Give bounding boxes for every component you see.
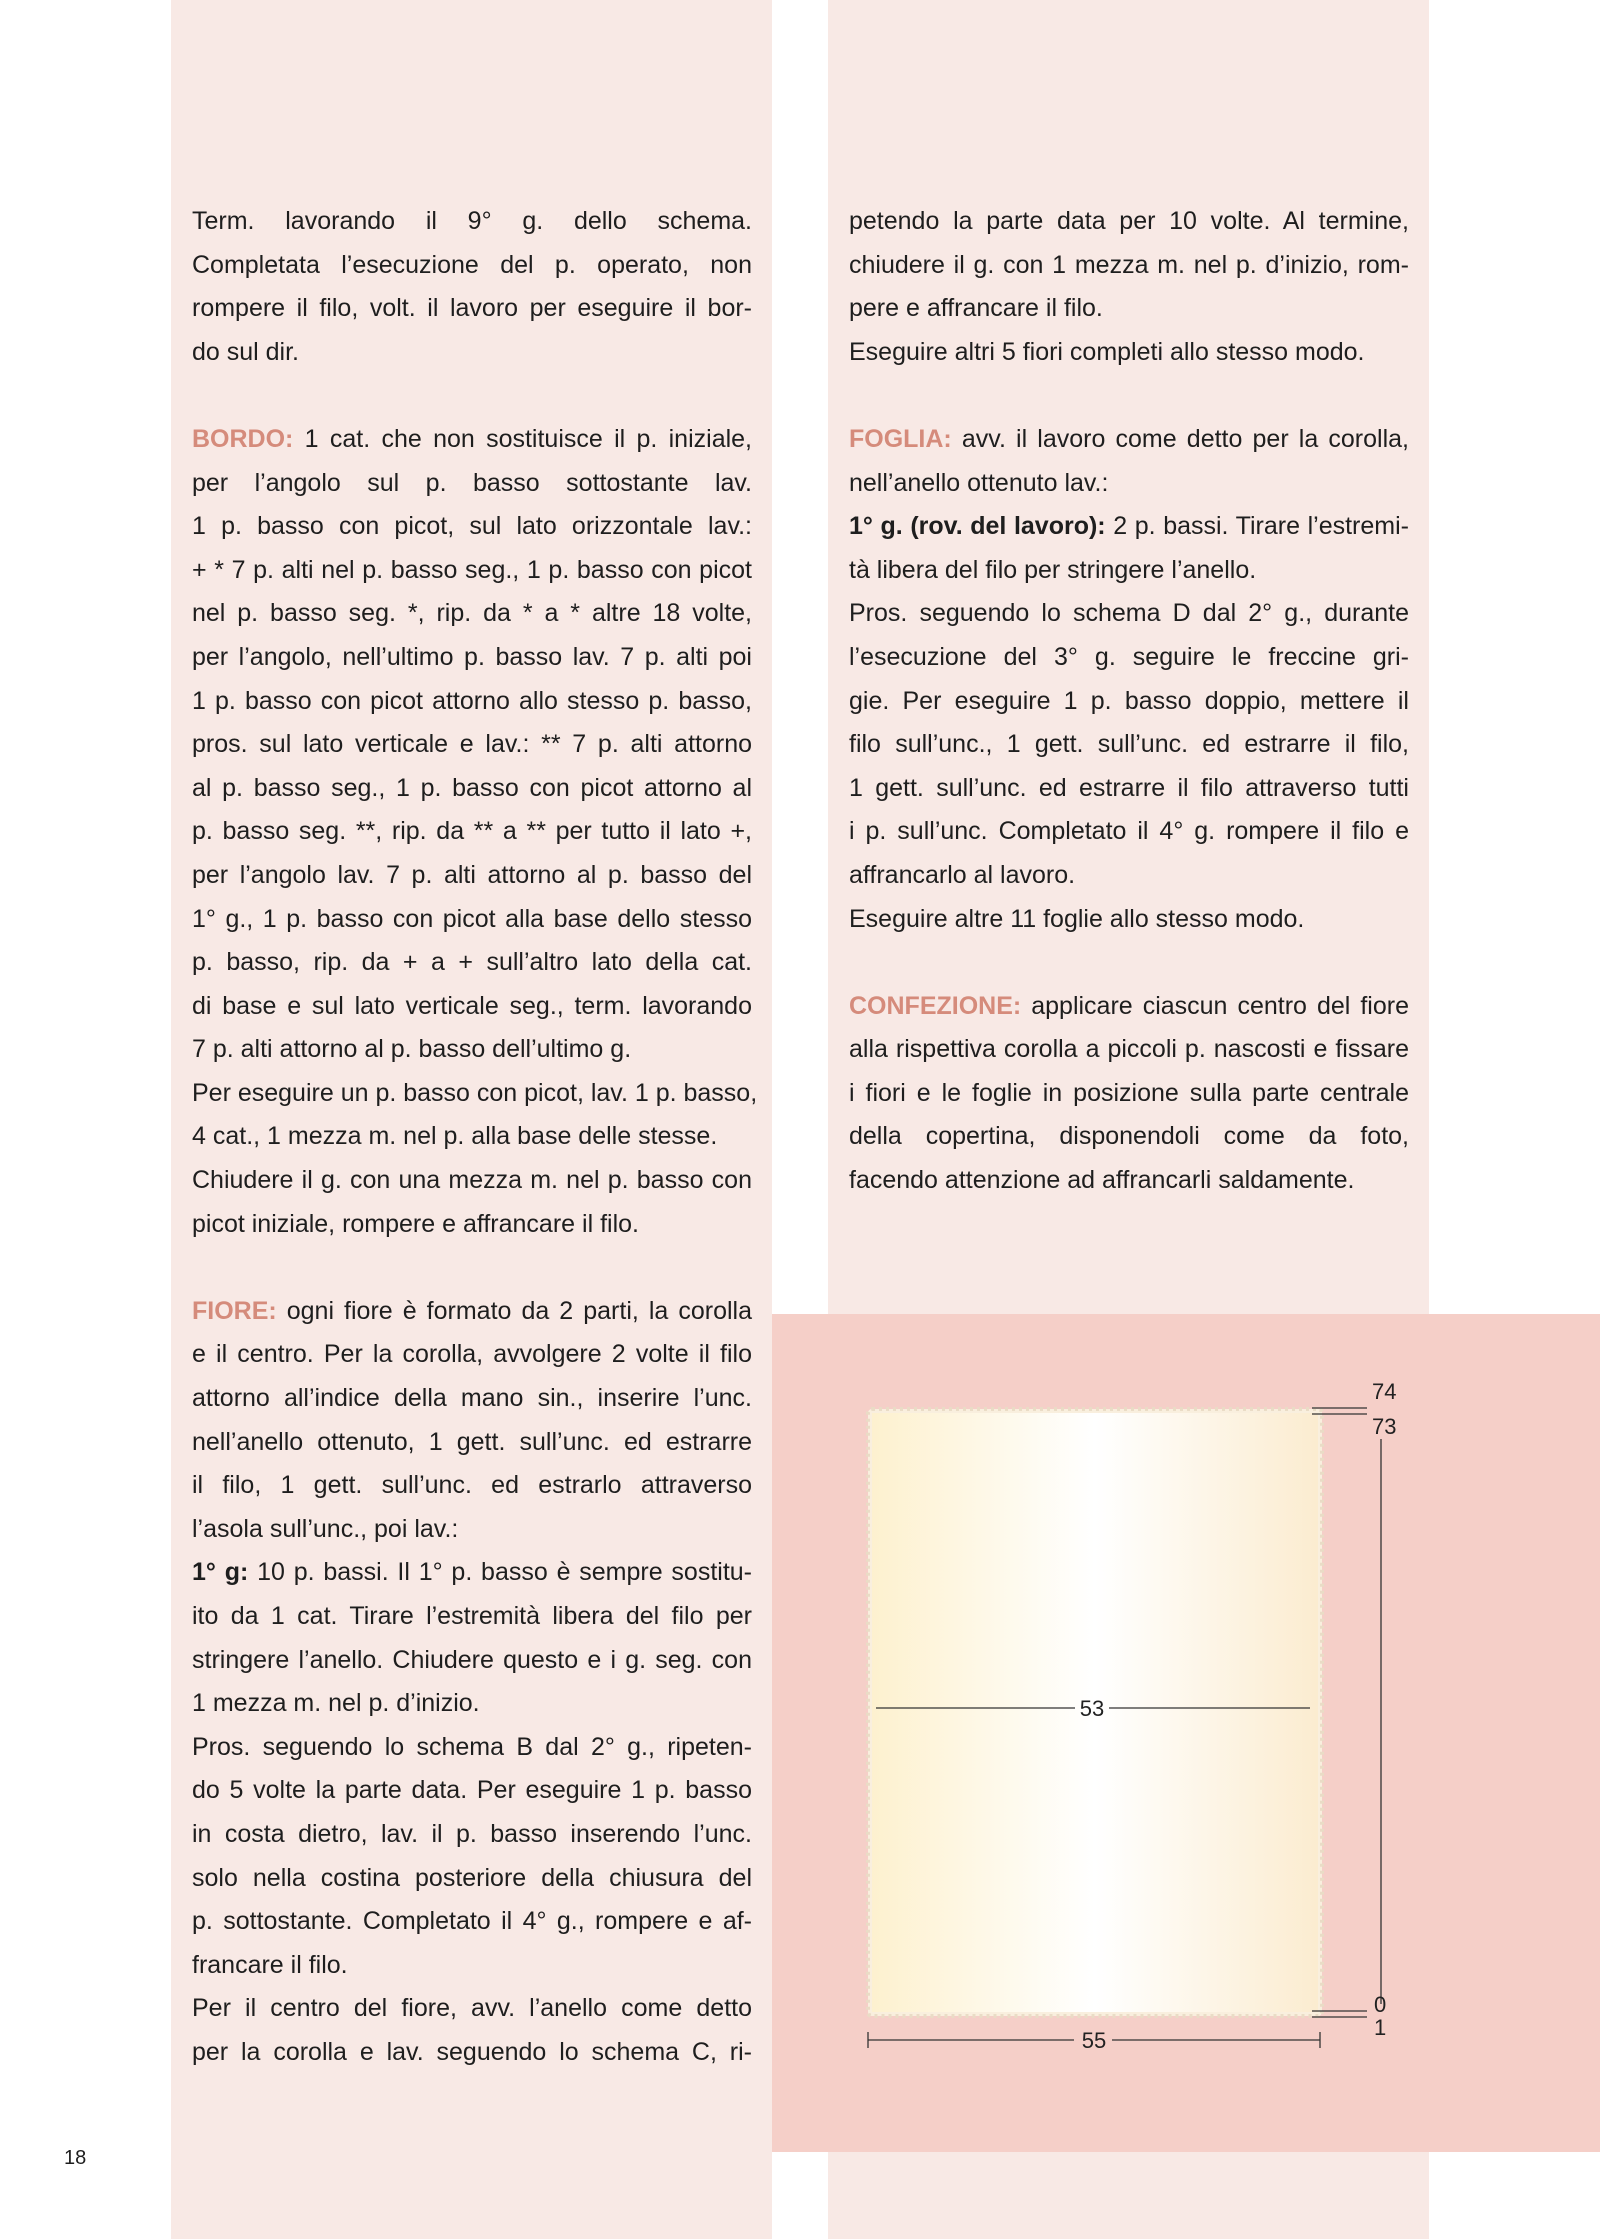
- text-line: 1 cat. che non sostituisce il p. iniziale,: [293, 424, 752, 453]
- text-line: per la corolla e lav. seguendo lo schema C, ri-: [192, 2037, 752, 2066]
- label-74: 74: [1372, 1379, 1397, 1404]
- text-line: Eseguire altri 5 fiori completi allo stesso modo.: [849, 337, 1365, 366]
- text-line: 1 p. basso con picot attorno allo stesso p. basso,: [192, 686, 752, 715]
- text-line: chiudere il g. con 1 mezza m. nel p. d’inizio, rom-: [849, 250, 1409, 279]
- text-line: facendo attenzione ad affrancarli saldamente.: [849, 1166, 1355, 1195]
- text-line: gie. Per eseguire 1 p. basso doppio, mettere il: [849, 686, 1409, 715]
- text-line: do 5 volte la parte data. Per eseguire 1 p. basso: [192, 1776, 752, 1805]
- text-line: filo sull’unc., 1 gett. sull’unc. ed estrarre il filo,: [849, 730, 1409, 759]
- text-line: della copertina, disponendoli come da foto,: [849, 1122, 1409, 1151]
- text-line: Eseguire altre 11 foglie allo stesso modo.: [849, 904, 1305, 933]
- label-0: 0: [1374, 1992, 1387, 2017]
- label-1: 1: [1374, 2015, 1387, 2040]
- label-53: 53: [1079, 1696, 1105, 1721]
- text-line: per l’angolo, nell’ultimo p. basso lav. 7 p. alti poi: [192, 642, 752, 671]
- text-line: Term. lavorando il 9° g. dello schema.: [192, 207, 752, 235]
- fiore-paragraph: [192, 1290, 752, 2075]
- text-line: do sul dir.: [192, 337, 300, 366]
- text-line: 2 p. bassi. Tirare l’estremi-: [1105, 512, 1409, 541]
- label-73: 73: [1372, 1414, 1397, 1439]
- text-line: + * 7 p. alti nel p. basso seg., 1 p. basso con picot: [192, 555, 752, 584]
- text-line: tà libera del filo per stringere l’anello.: [849, 555, 1257, 584]
- text-line: 4 cat., 1 mezza m. nel p. alla base delle stesse.: [192, 1122, 718, 1151]
- text-line: p. basso, rip. da + a + sull’altro lato della cat.: [192, 948, 752, 977]
- foglia-heading: FOGLIA:: [849, 424, 952, 453]
- text-line: nell’anello ottenuto lav.:: [849, 468, 1109, 497]
- text-line: Completata l’esecuzione del p. operato, non: [192, 250, 752, 279]
- text-line: Per eseguire un p. basso con picot, lav. 1 p. basso,: [192, 1078, 758, 1107]
- text-line: ito da 1 cat. Tirare l’estremità libera del filo per: [192, 1602, 752, 1630]
- text-line: pros. sul lato verticale e lav.: ** 7 p. alti attorno: [192, 730, 752, 759]
- text-line: nel p. basso seg. *, rip. da * a * altre 18 volte,: [192, 599, 752, 628]
- label-55: 55: [1081, 2028, 1107, 2053]
- right-intro-paragraph: [849, 200, 1409, 374]
- foglia-paragraph: [849, 418, 1409, 941]
- text-line: e il centro. Per la corolla, avvolgere 2 volte il filo: [192, 1340, 752, 1369]
- text-line: 1 mezza m. nel p. d’inizio.: [192, 1689, 480, 1718]
- text-line: avv. il lavoro come detto per la corolla,: [951, 424, 1409, 453]
- text-line: per l’angolo lav. 7 p. alti attorno al p. basso del: [192, 860, 752, 889]
- text-line: al p. basso seg., 1 p. basso con picot attorno al: [192, 773, 752, 802]
- text-line: affrancarlo al lavoro.: [849, 860, 1076, 889]
- text-line: p. basso seg. **, rip. da ** a ** per tutto il lato +,: [192, 817, 752, 846]
- text-line: di base e sul lato verticale seg., term. lavorando: [192, 991, 752, 1020]
- right-text-column: [849, 200, 1409, 1203]
- text-line: alla rispettiva corolla a piccoli p. nascosti e fissare: [849, 1035, 1409, 1064]
- left-text-column: [192, 200, 758, 2075]
- text-line: attorno all’indice della mano sin., inserire l’unc.: [192, 1384, 752, 1413]
- text-line: l’asola sull’unc., poi lav.:: [192, 1514, 459, 1543]
- text-line: picot iniziale, rompere e affrancare il filo.: [192, 1209, 639, 1238]
- text-line: 7 p. alti attorno al p. basso dell’ultimo g.: [192, 1035, 632, 1064]
- text-line: Chiudere il g. con una mezza m. nel p. basso con: [192, 1166, 752, 1195]
- text-line: Pros. seguendo lo schema B dal 2° g., ripeten-: [192, 1732, 752, 1761]
- text-line: rompere il filo, volt. il lavoro per eseguire il bor-: [192, 294, 752, 323]
- fiore-g1-label: 1° g:: [192, 1558, 249, 1587]
- text-line: p. sottostante. Completato il 4° g., rompere e af-: [192, 1907, 752, 1936]
- fiore-heading: FIORE:: [192, 1296, 277, 1325]
- text-line: nell’anello ottenuto, 1 gett. sull’unc. ed estrarre: [192, 1427, 752, 1456]
- text-line: Per il centro del fiore, avv. l’anello come detto: [192, 1994, 752, 2023]
- text-line: i p. sull’unc. Completato il 4° g. rompere il filo e: [849, 817, 1409, 846]
- text-line: solo nella costina posteriore della chiusura del: [192, 1863, 752, 1892]
- text-line: 10 p. bassi. Il 1° p. basso è sempre sostitu-: [248, 1558, 752, 1587]
- bordo-paragraph: [192, 418, 758, 1246]
- text-line: Pros. seguendo lo schema D dal 2° g., durante: [849, 599, 1409, 628]
- text-line: per l’angolo sul p. basso sottostante lav.: [192, 468, 752, 497]
- bordo-heading: BORDO:: [192, 424, 294, 453]
- text-line: 1 p. basso con picot, sul lato orizzontale lav.:: [192, 512, 752, 541]
- intro-paragraph: [192, 200, 752, 374]
- text-line: francare il filo.: [192, 1950, 348, 1979]
- text-line: pere e affrancare il filo.: [849, 294, 1103, 323]
- confezione-heading: CONFEZIONE:: [849, 991, 1022, 1020]
- text-line: ogni fiore è formato da 2 parti, la corolla: [276, 1296, 752, 1325]
- confezione-paragraph: [849, 985, 1409, 1203]
- text-line: il filo, 1 gett. sull’unc. ed estrarlo attraverso: [192, 1471, 752, 1500]
- text-line: in costa dietro, lav. il p. basso inserendo l’unc.: [192, 1819, 752, 1848]
- text-line: l’esecuzione del 3° g. seguire le freccine gri-: [849, 642, 1409, 671]
- foglia-g1-label: 1° g. (rov. del lavoro):: [849, 512, 1106, 541]
- text-line: 1 gett. sull’unc. ed estrarre il filo attraverso tutti: [849, 773, 1409, 802]
- text-line: stringere l’anello. Chiudere questo e i g. seg. con: [192, 1645, 752, 1674]
- text-line: applicare ciascun centro del fiore: [1021, 991, 1409, 1020]
- blanket-schema-diagram: [772, 1314, 1600, 2152]
- text-line: i fiori e le foglie in posizione sulla parte centrale: [849, 1078, 1409, 1107]
- text-line: 1° g., 1 p. basso con picot alla base dello stesso: [192, 904, 752, 933]
- page-number: 18: [64, 2147, 87, 2169]
- text-line: petendo la parte data per 10 volte. Al termine,: [849, 207, 1409, 235]
